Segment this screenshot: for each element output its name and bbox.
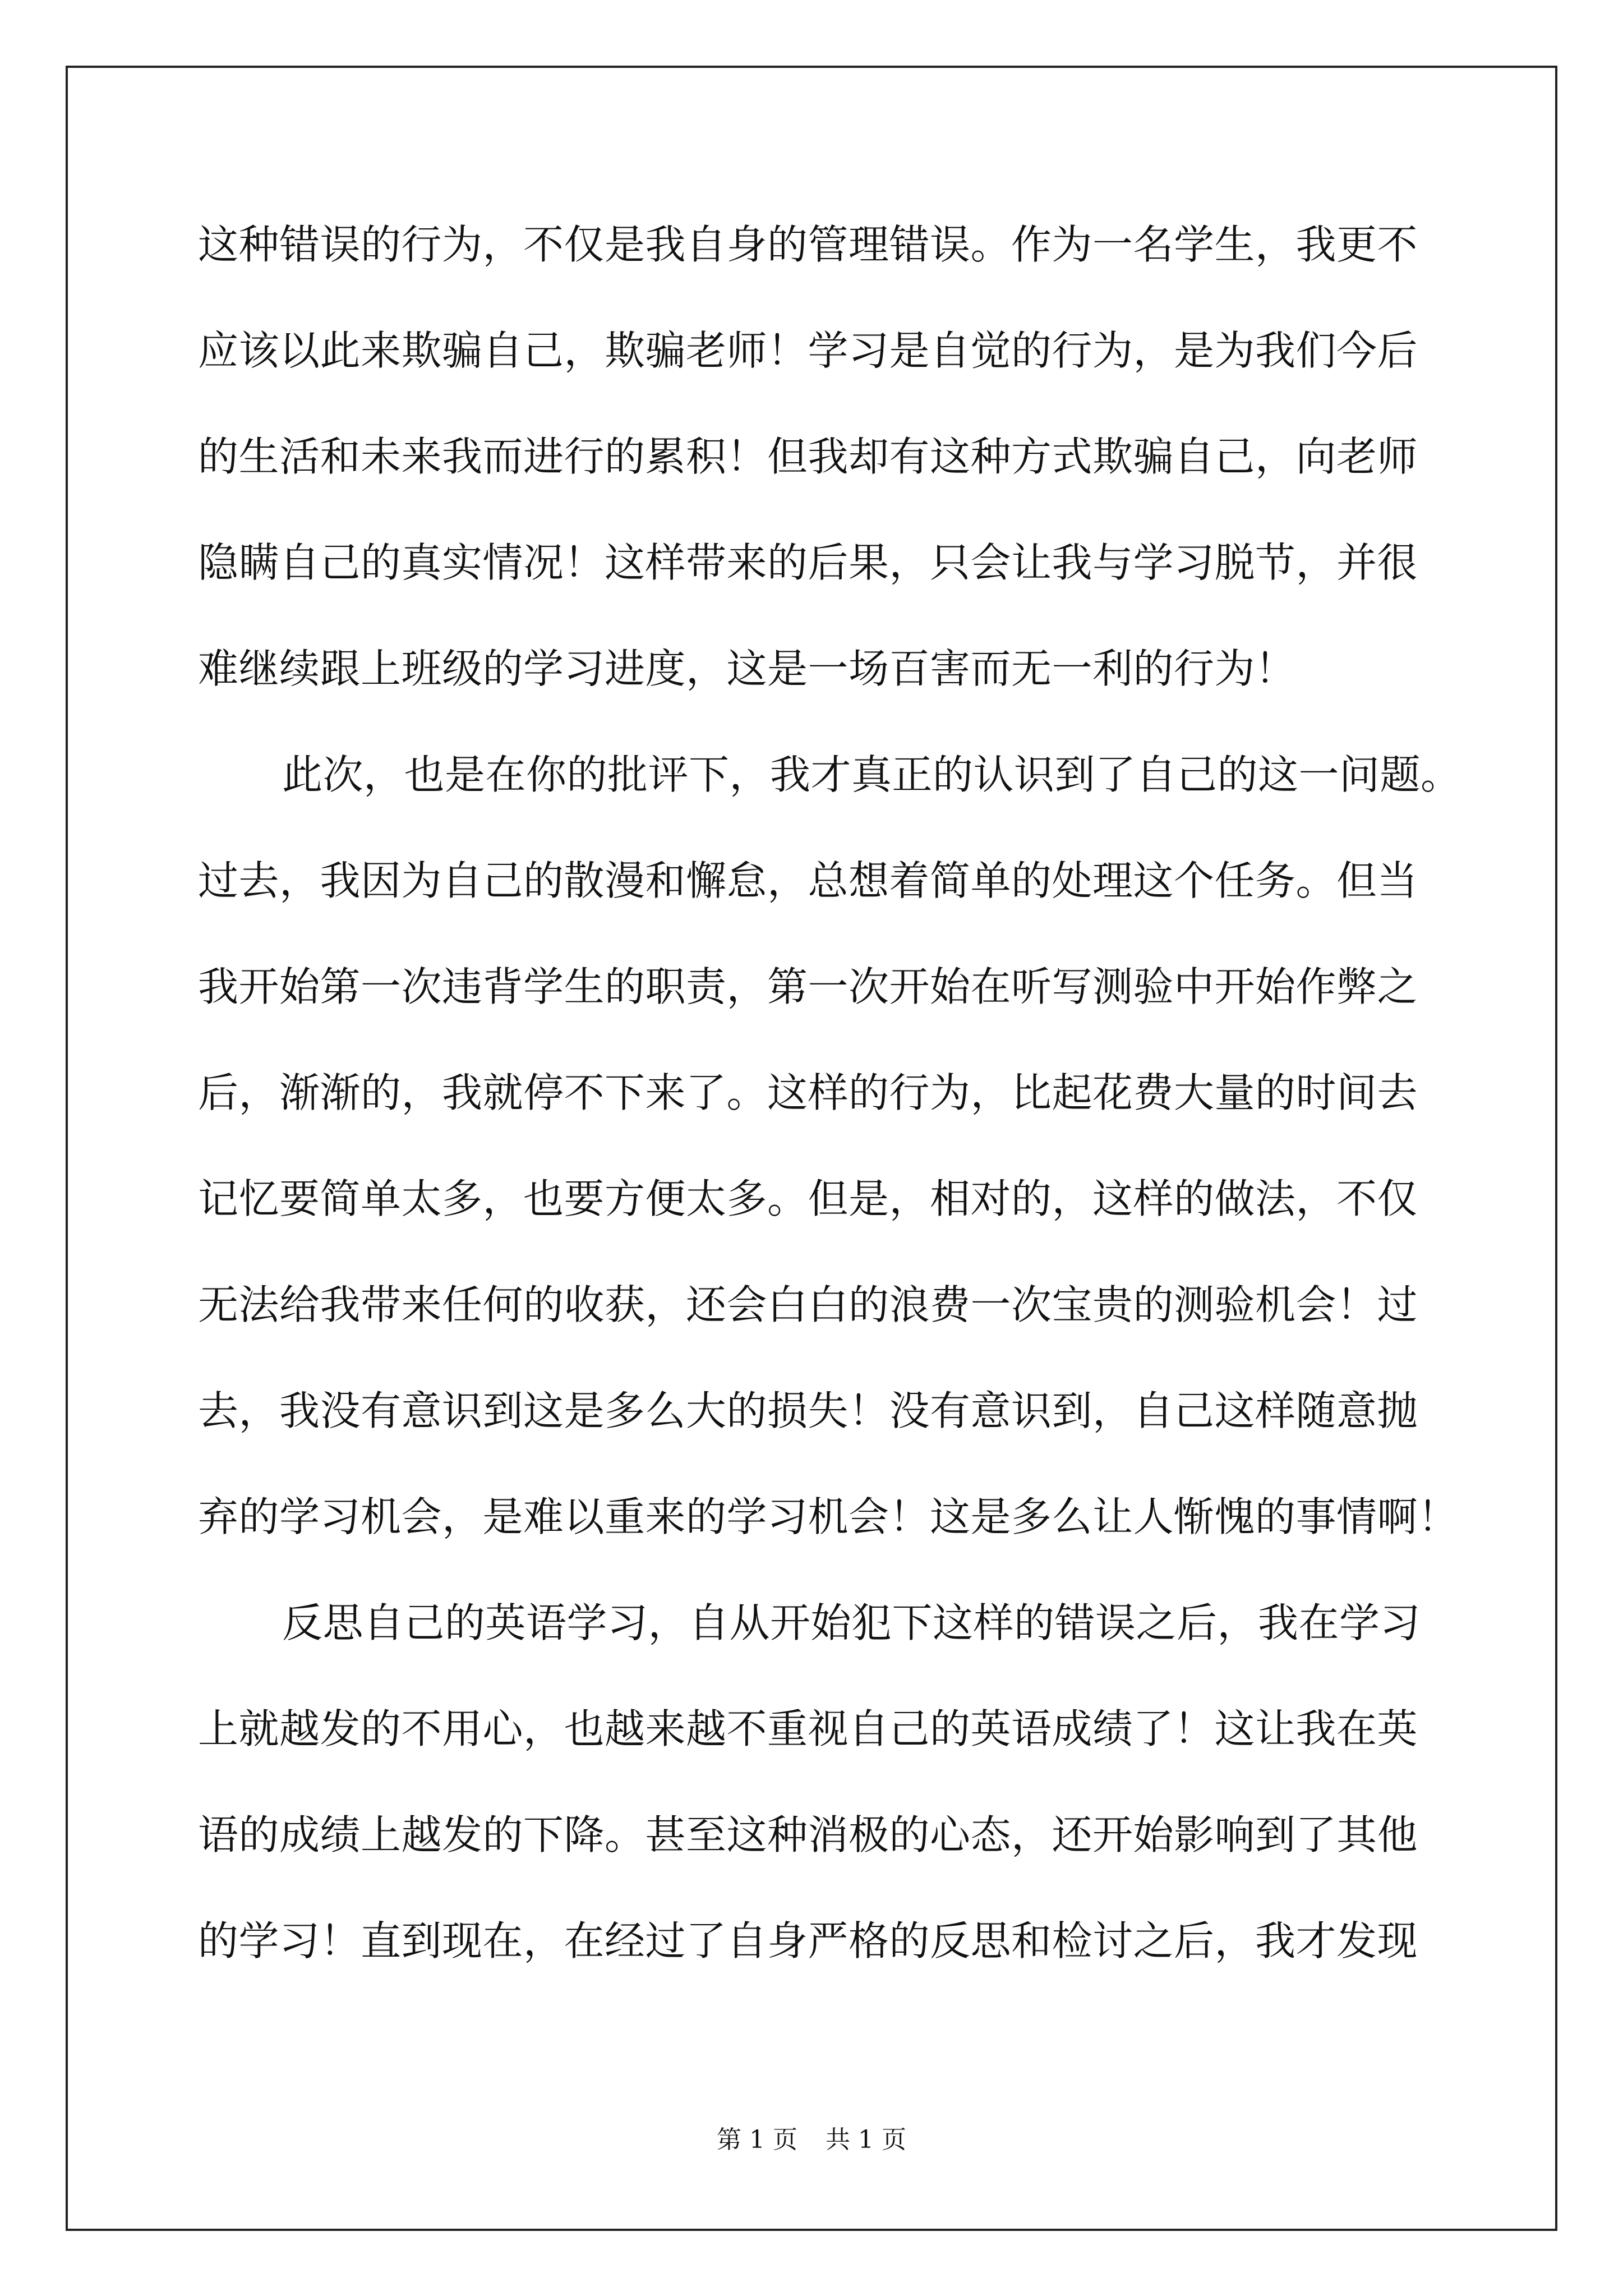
text-line: 的学习！直到现在，在经过了自身严格的反思和检讨之后，我才发现 bbox=[198, 1917, 1418, 1964]
text-line: 应该以此来欺骗自己，欺骗老师！学习是自觉的行为，是为我们今后 bbox=[198, 327, 1418, 374]
text-line: 记忆要简单太多，也要方便太多。但是，相对的，这样的做法，不仅 bbox=[198, 1175, 1418, 1222]
page-footer bbox=[0, 2124, 1623, 2156]
text-line: 后，渐渐的，我就停不下来了。这样的行为，比起花费大量的时间去 bbox=[198, 1069, 1418, 1116]
text-line: 难继续跟上班级的学习进度，这是一场百害而无一利的行为！ bbox=[198, 645, 1296, 692]
text-line: 此次，也是在你的批评下，我才真正的认识到了自己的这一问题。 bbox=[282, 751, 1461, 798]
text-line: 这种错误的行为，不仅是我自身的管理错误。作为一名学生，我更不 bbox=[198, 221, 1418, 268]
text-line: 我开始第一次违背学生的职责，第一次开始在听写测验中开始作弊之 bbox=[198, 963, 1418, 1010]
document-body bbox=[198, 213, 1461, 2016]
text-line: 的生活和未来我而进行的累积！但我却有这种方式欺骗自己，向老师 bbox=[198, 433, 1418, 480]
text-line: 上就越发的不用心，也越来越不重视自己的英语成绩了！这让我在英 bbox=[198, 1705, 1418, 1752]
text-line: 反思自己的英语学习，自从开始犯下这样的错误之后，我在学习 bbox=[282, 1599, 1421, 1646]
text-line: 去，我没有意识到这是多么大的损失！没有意识到，自己这样随意抛 bbox=[198, 1387, 1418, 1434]
text-line: 语的成绩上越发的下降。甚至这种消极的心态，还开始影响到了其他 bbox=[198, 1811, 1418, 1858]
text-line: 隐瞒自己的真实情况！这样带来的后果，只会让我与学习脱节，并很 bbox=[198, 539, 1418, 586]
text-line: 过去，我因为自己的散漫和懈怠，总想着简单的处理这个任务。但当 bbox=[198, 857, 1418, 904]
page-total: 共 1 页 bbox=[826, 2125, 906, 2154]
text-line: 弃的学习机会，是难以重来的学习机会！这是多么让人惭愧的事情啊！ bbox=[198, 1493, 1459, 1540]
text-line: 无法给我带来任何的收获，还会白白的浪费一次宝贵的测验机会！过 bbox=[198, 1281, 1418, 1328]
page-number: 第 1 页 bbox=[717, 2125, 797, 2154]
